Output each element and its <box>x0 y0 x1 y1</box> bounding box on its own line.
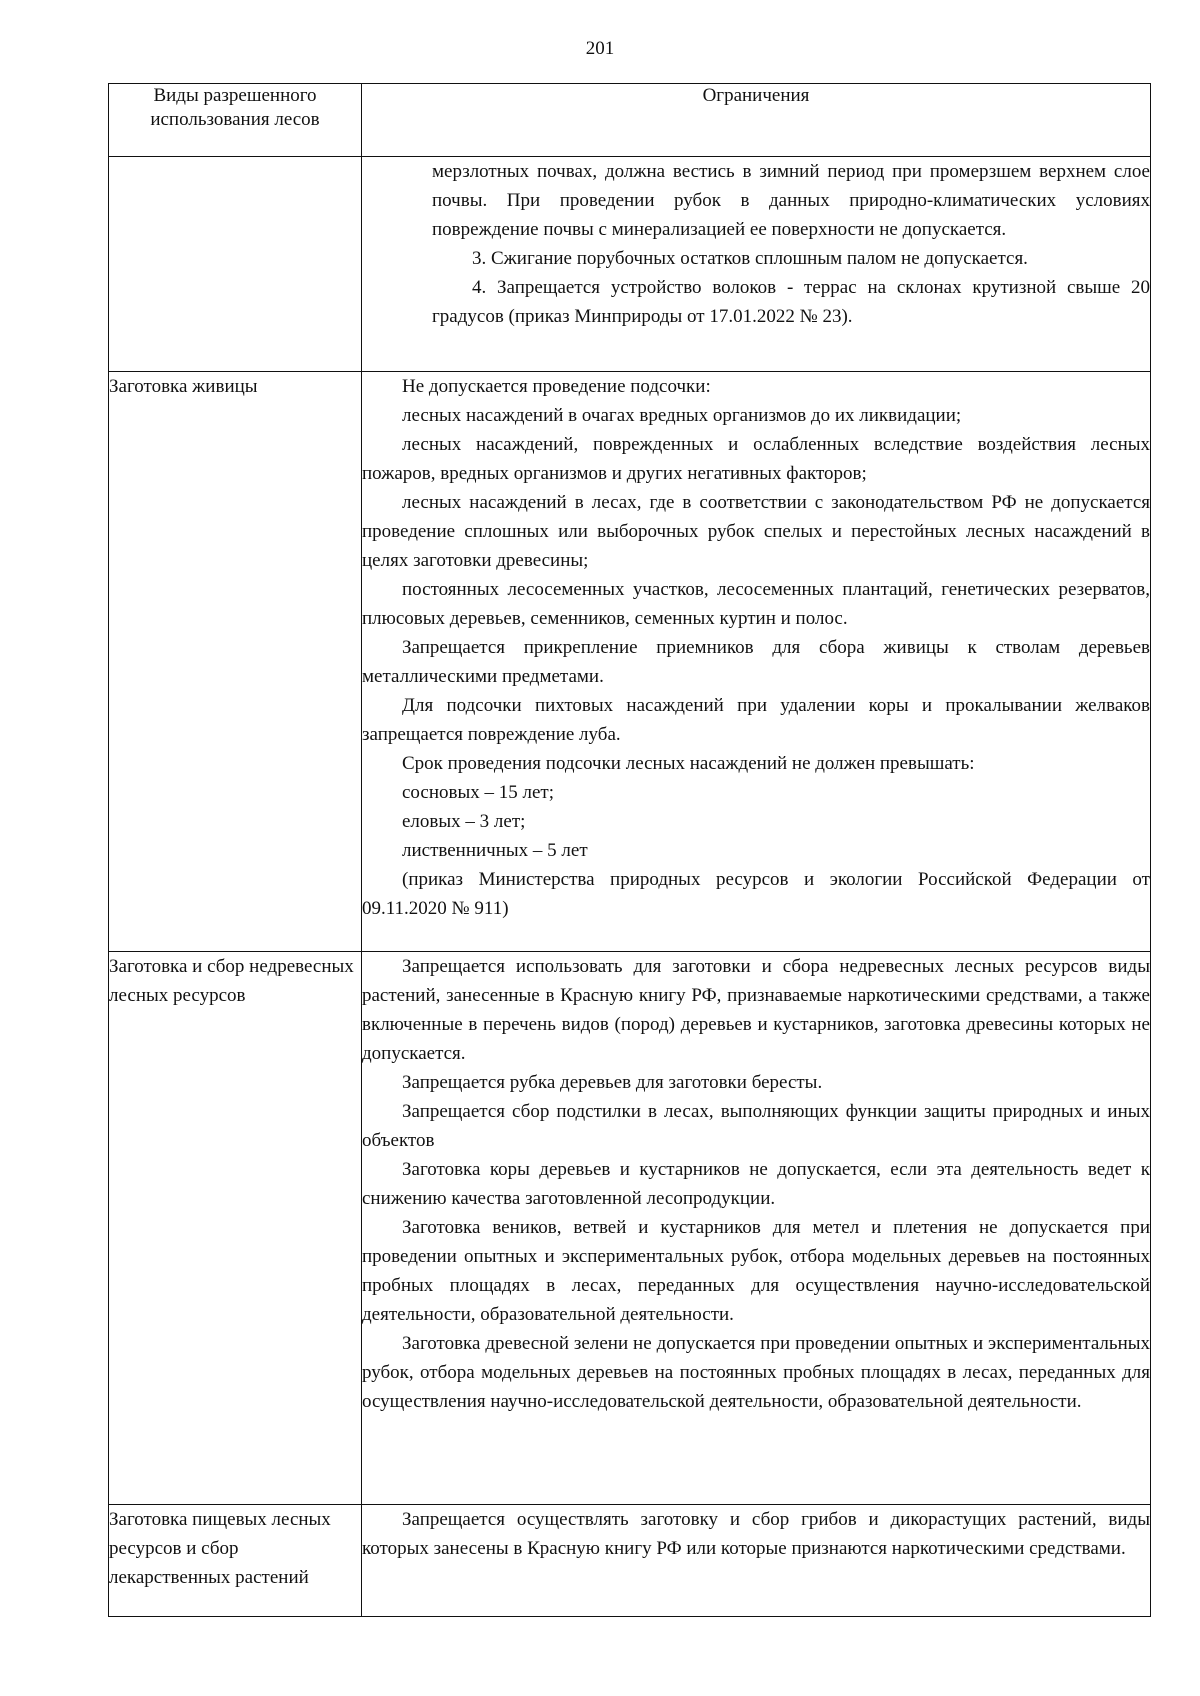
paragraph: Заготовка коры деревьев и кустарников не допускается, если эта деятельность ведет к снижению качества заготовленной лесопродукции. <box>362 1159 1150 1209</box>
paragraph: Запрещается использовать для заготовки и сбора недревесных лесных ресурсов виды растений, занесенные в Красную книгу РФ, признаваемые наркотическими средствами, а также включенные в перечень видов (пород) деревьев и кустарников, заготовка древесины которых не допускается. <box>362 956 1150 1064</box>
paragraph: Для подсочки пихтовых насаждений при удалении коры и прокалывании желваков запрещается повреждение луба. <box>362 695 1150 745</box>
page-number: 201 <box>585 38 615 59</box>
paragraph: лесных насаждений в лесах, где в соответствии с законодательством РФ не допускается проведение сплошных или выборочных рубок спелых и перестойных лесных насаждений в целях заготовки древесины; <box>362 492 1150 571</box>
paragraph: Запрещается осуществлять заготовку и сбор грибов и дикорастущих растений, виды которых занесены в Красную книгу РФ или которые признаются наркотическими средствами. <box>362 1509 1150 1559</box>
paragraph: еловых – 3 лет; <box>402 811 526 832</box>
paragraph: 3. Сжигание порубочных остатков сплошным палом не допускается. <box>472 248 1028 269</box>
row-restrictions <box>362 372 1151 952</box>
paragraph: Запрещается сбор подстилки в лесах, выполняющих функции защиты природных и иных объектов <box>362 1101 1150 1151</box>
paragraph: Запрещается рубка деревьев для заготовки бересты. <box>402 1072 823 1093</box>
table-row <box>109 1505 1151 1617</box>
paragraph: 4. Запрещается устройство волоков - террас на склонах крутизной свыше 20 градусов (приказ Минприроды от 17.01.2022 № 23). <box>432 277 1150 327</box>
paragraph: лесных насаждений, поврежденных и ослабленных вследствие воздействия лесных пожаров, вредных организмов и других негативных факторов; <box>362 434 1150 484</box>
paragraph: Заготовка веников, ветвей и кустарников для метел и плетения не допускается при проведении опытных и экспериментальных рубок, отбора модельных деревьев на постоянных пробных площадях в лесах, переданных для осуществления научно-исследовательской деятельности, образовательной деятельности. <box>362 1217 1150 1325</box>
row-title: Заготовка пищевых лесных ресурсов и сбор лекарственных растений <box>109 1505 362 1617</box>
paragraph: мерзлотных почвах, должна вестись в зимний период при промерзшем верхнем слое почвы. При проведении рубок в данных природно-климатических условиях повреждение почвы с минерализацией ее поверхности не допускается. <box>432 161 1150 240</box>
paragraph: Запрещается прикрепление приемников для сбора живицы к стволам деревьев металлическими предметами. <box>362 637 1150 687</box>
table-header-row <box>109 84 1151 157</box>
table-row <box>109 952 1151 1505</box>
header-usage-types: Виды разрешенного использования лесов <box>109 84 362 157</box>
table-row <box>109 157 1151 372</box>
restrictions-table <box>108 83 1151 1617</box>
paragraph: лиственничных – 5 лет <box>402 840 588 861</box>
row-restrictions <box>362 1505 1151 1617</box>
paragraph: постоянных лесосеменных участков, лесосеменных плантаций, генетических резерватов, плюсовых деревьев, семенников, семенных куртин и полос. <box>362 579 1150 629</box>
row-restrictions <box>362 157 1151 372</box>
paragraph: Заготовка древесной зелени не допускается при проведении опытных и экспериментальных рубок, отбора модельных деревьев на постоянных пробных площадях в лесах, переданных для осуществления научно-исследовательской деятельности, образовательной деятельности. <box>362 1333 1150 1412</box>
row-restrictions <box>362 952 1151 1505</box>
paragraph: Не допускается проведение подсочки: <box>402 376 711 397</box>
row-title <box>109 157 362 372</box>
paragraph: (приказ Министерства природных ресурсов и экологии Российской Федерации от 09.11.2020 № 911) <box>362 869 1150 919</box>
paragraph: лесных насаждений в очагах вредных организмов до их ликвидации; <box>402 405 962 426</box>
paragraph: Срок проведения подсочки лесных насаждений не должен превышать: <box>402 753 975 774</box>
header-restrictions: Ограничения <box>362 84 1151 157</box>
row-title: Заготовка живицы <box>109 372 362 952</box>
row-title: Заготовка и сбор недревесных лесных ресурсов <box>109 952 362 1505</box>
paragraph: сосновых – 15 лет; <box>402 782 554 803</box>
table-row <box>109 372 1151 952</box>
